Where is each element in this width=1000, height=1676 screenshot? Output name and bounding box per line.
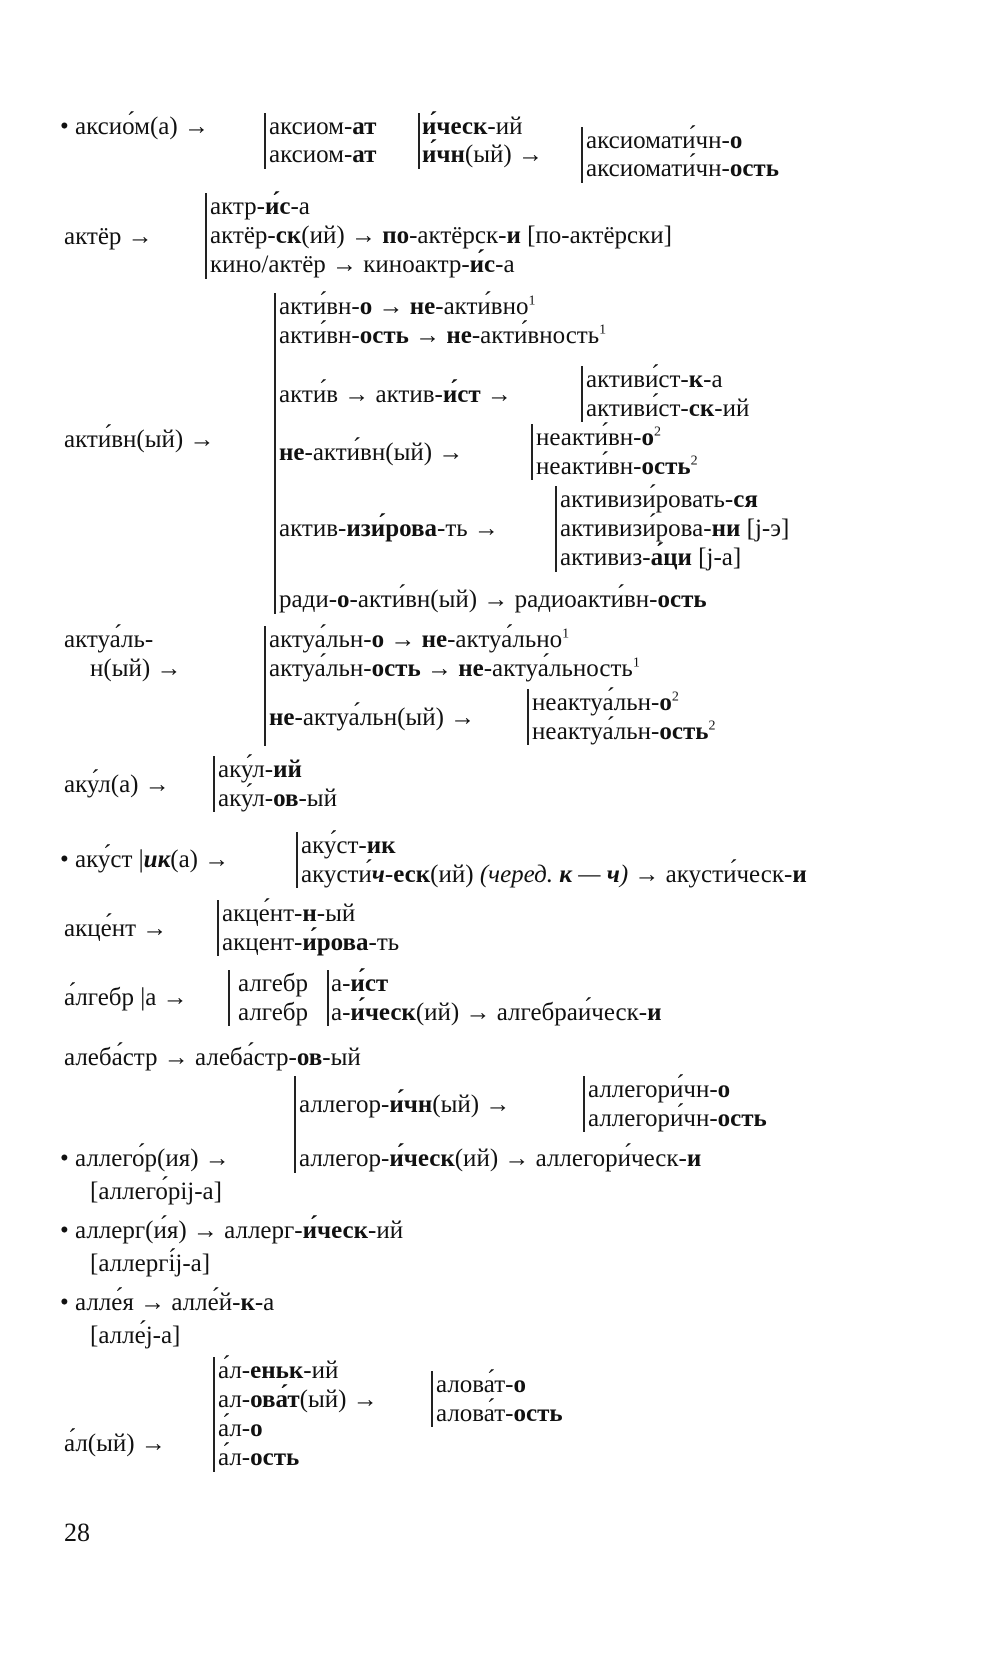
- entry-line: актуа́льн-ость → не-актуа́льность$^1$: [269, 655, 640, 682]
- bracket-line: [581, 366, 583, 422]
- entry-line: аксиом-ат: [269, 113, 377, 140]
- bracket-line: [527, 689, 529, 745]
- bracket-line: [555, 486, 557, 572]
- entry-line: активи́ст-ск-ий: [586, 395, 750, 422]
- entry-line: аллегори́чн-о: [588, 1076, 731, 1103]
- entry-line: активиз-а́ци [j-а]: [560, 544, 742, 571]
- entry-line: а́л-о: [218, 1415, 263, 1442]
- entry-line: аку́л-ий: [218, 756, 302, 783]
- entry-line: аксиом-ат: [269, 141, 377, 168]
- entry-line: а-и́ст: [331, 970, 389, 997]
- entry-line: $неакти́вн-о^2$: [536, 424, 662, 451]
- entry-line: аксиомати́чн-ость: [586, 155, 779, 182]
- entry-line: акти́вн-о → не-акти́вно$^1$: [279, 293, 536, 320]
- entry-line: алеба́стр → алеба́стр-ов-ый: [64, 1044, 361, 1071]
- entry-line: актёр-ск(ий) → по-актёрск-и [по-актёрски]: [210, 222, 673, 249]
- bracket-line: [274, 293, 276, 614]
- entry-line: $неактуа́льн-о^2$: [532, 689, 679, 716]
- entry-line: акти́вн(ый) →: [64, 426, 215, 453]
- entry-line: • аку́ст |ик(а) →: [60, 846, 230, 873]
- bracket-line: [431, 1371, 433, 1427]
- page-number: 28: [64, 1518, 90, 1547]
- bracket-line: [205, 193, 207, 279]
- bracket-line: [217, 900, 219, 956]
- entry-line: аллегор-и́ческ(ий) → аллегори́ческ-и: [299, 1145, 702, 1172]
- bracket-line: [294, 1076, 296, 1173]
- bracket-line: [264, 113, 266, 169]
- entry-line: алгебр: [238, 999, 309, 1026]
- entry-line: аллегори́чн-ость: [588, 1105, 767, 1132]
- bracket-line: [327, 970, 329, 1026]
- entry-line: • алле́я → алле́й-к-а: [60, 1289, 275, 1316]
- bracket-line: [264, 626, 266, 746]
- entry-line: алова́т-ость: [436, 1400, 563, 1427]
- entry-line: ради-о-акти́вн(ый) → радиоакти́вн-ость: [279, 586, 707, 613]
- entry-line: аку́л(а) →: [64, 771, 170, 798]
- entry-line: [аллергі́j-а]: [90, 1250, 211, 1277]
- bracket-line: [213, 756, 215, 812]
- entry-line: актёр →: [64, 223, 153, 250]
- bracket-line: [583, 1076, 585, 1132]
- entry-line: а-и́ческ(ий) → алгебраи́ческ-и: [331, 999, 662, 1026]
- entry-line: кино/актёр → киноактр-и́с-а: [210, 251, 515, 278]
- entry-line: алгебр: [238, 970, 309, 997]
- entry-line: актуа́льн-о → не-актуа́льно$^1$: [269, 626, 570, 653]
- entry-line: не-акти́вн(ый) →: [279, 439, 464, 466]
- bracket-line: [418, 113, 420, 169]
- entry-line: активизи́рова-ни [j-э]: [560, 515, 790, 542]
- entry-line: не-актуа́льн(ый) →: [269, 704, 476, 731]
- entry-line: [аллего́рij-а]: [90, 1178, 222, 1205]
- entry-line: активи́ст-к-а: [586, 366, 723, 393]
- entry-line: аку́л-ов-ый: [218, 785, 337, 812]
- entry-line: [алле́j-а]: [90, 1322, 181, 1349]
- entry-line: аку́ст-ик: [301, 832, 396, 859]
- entry-line: а́л-ость: [218, 1444, 300, 1471]
- entry-line: а́л-еньк-ий: [218, 1357, 339, 1384]
- entry-line: • аллерг(и́я) → аллерг-и́ческ-ий: [60, 1217, 404, 1244]
- entry-line: акце́нт →: [64, 915, 168, 942]
- entry-line: н(ый) →: [90, 655, 182, 682]
- entry-line: акусти́ч-еск(ий) (черед. к — ч) → акусти́ческ-и: [301, 861, 807, 888]
- entry-line: и́ческ-ий: [422, 113, 523, 140]
- entry-line: • аллего́р(ия) →: [60, 1145, 230, 1172]
- entry-line: актуа́ль-: [64, 626, 154, 653]
- entry-line: а́л(ый) →: [64, 1430, 166, 1457]
- bracket-line: [581, 127, 583, 183]
- entry-line: неактуа́льн-ость$^2$: [532, 718, 716, 745]
- bracket-line: [213, 1357, 215, 1472]
- entry-line: а́лгебр |а →: [64, 984, 188, 1011]
- bracket-line: [531, 424, 533, 480]
- entry-line: акти́вн-ость → не-акти́вность$^1$: [279, 322, 607, 349]
- bracket-line: [296, 832, 298, 888]
- entry-line: актив-изи́рова-ть →: [279, 515, 499, 542]
- entry-line: акцент-и́рова-ть: [222, 929, 400, 956]
- entry-line: акце́нт-н-ый: [222, 900, 356, 927]
- entry-line: акти́в → актив-и́ст →: [279, 381, 512, 408]
- entry-line: актр-и́с-а: [210, 193, 310, 220]
- bracket-line: [228, 970, 230, 1026]
- entry-line: активизи́ровать-ся: [560, 486, 758, 513]
- entry-line: и́чн(ый) →: [422, 141, 543, 168]
- entry-line: аллегор-и́чн(ый) →: [299, 1091, 511, 1118]
- entry-line: аксиомати́чн-о: [586, 127, 743, 154]
- entry-line: неакти́вн-ость$^2$: [536, 453, 698, 480]
- entry-line: алова́т-о: [436, 1371, 526, 1398]
- entry-line: ал-ова́т(ый) →: [218, 1386, 378, 1413]
- entry-line: • аксио́м(а) →: [60, 113, 209, 140]
